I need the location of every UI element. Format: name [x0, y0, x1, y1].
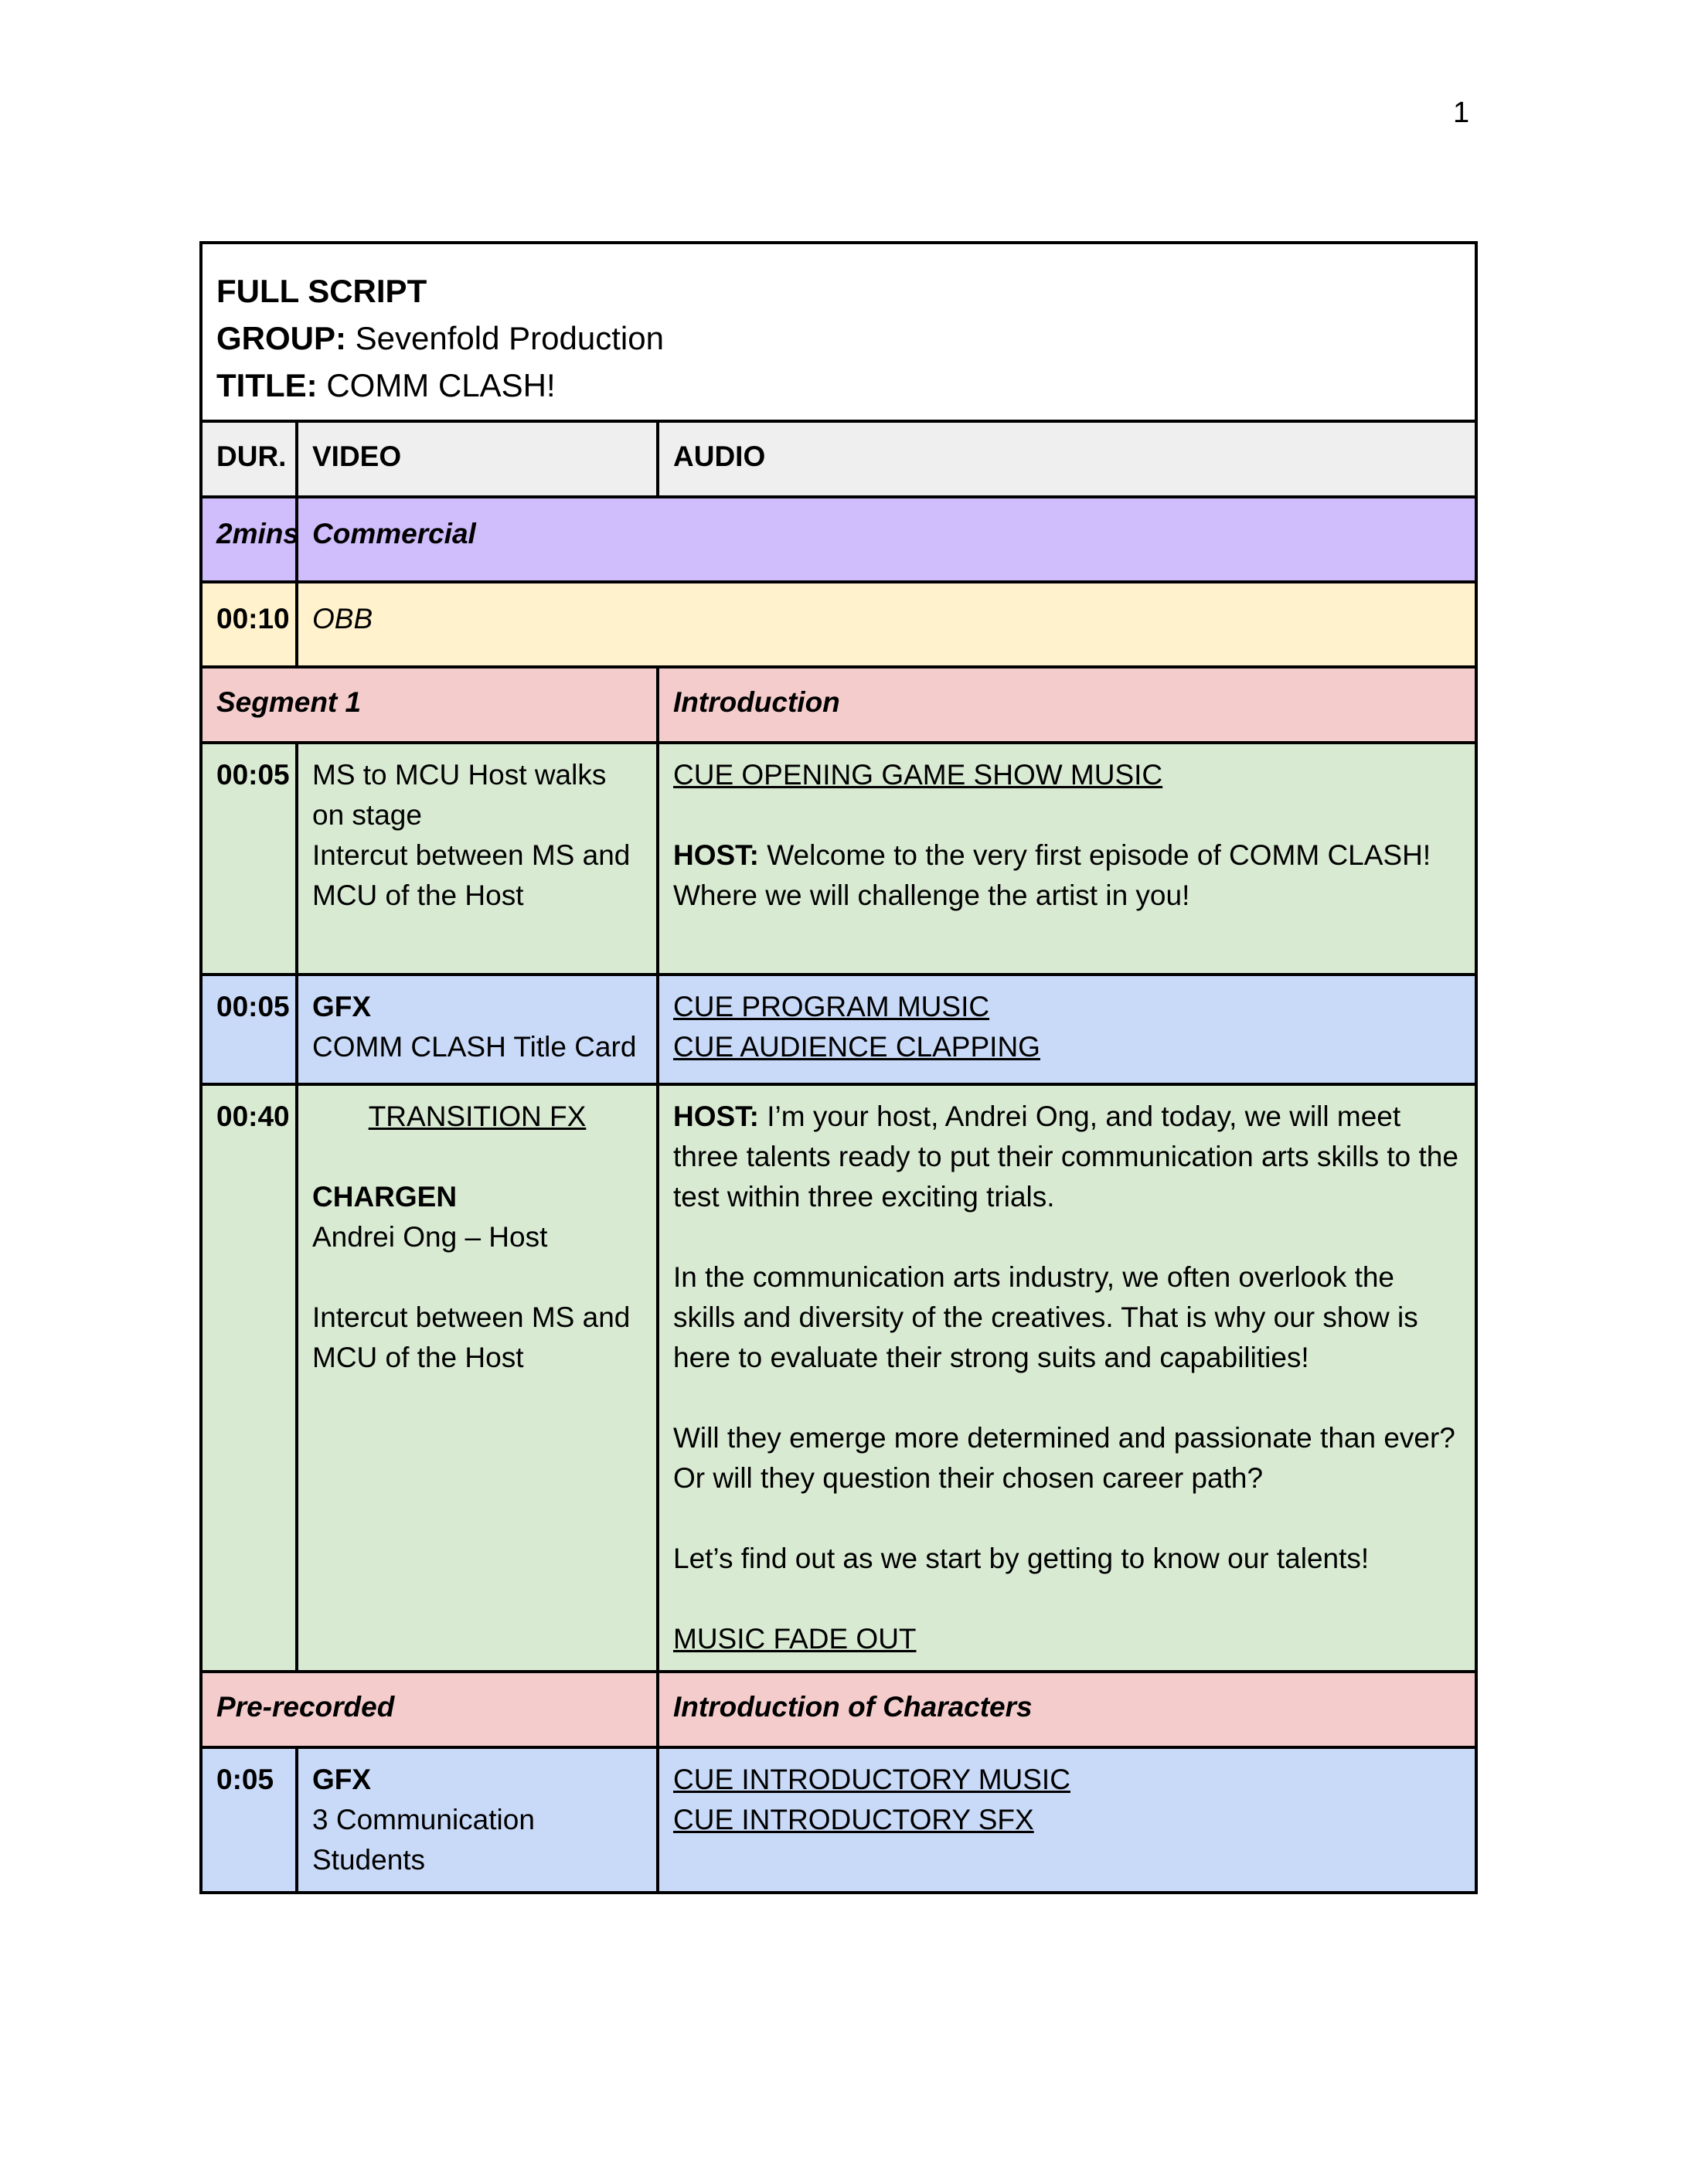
video-direction: COMM CLASH Title Card [312, 1031, 637, 1063]
commercial-label: Commercial [297, 497, 1476, 582]
title-line [216, 362, 1461, 409]
obb-row [201, 582, 1476, 667]
shot-dur: 00:05 [201, 743, 297, 975]
audio-cue: CUE PROGRAM MUSIC [673, 991, 990, 1022]
host-line [673, 835, 1461, 916]
segment-label: Pre-recorded [201, 1672, 658, 1747]
shot-row [201, 1084, 1476, 1672]
audio-cue: CUE AUDIENCE CLAPPING [673, 1031, 1040, 1063]
video-direction: 3 Communication Students [312, 1804, 535, 1876]
segment-title: Introduction of Characters [658, 1672, 1476, 1747]
script-table [199, 241, 1478, 1894]
dialogue: Will they emerge more determined and passionate than ever? Or will they question their chosen career path? [673, 1422, 1455, 1494]
video-direction: Andrei Ong – Host [312, 1221, 548, 1253]
commercial-dur: 2mins [201, 497, 297, 582]
video-direction: Intercut between MS and MCU of the Host [312, 839, 631, 911]
audio-cue: CUE OPENING GAME SHOW MUSIC [673, 759, 1163, 791]
shot-video [297, 1084, 658, 1672]
segment-row [201, 1672, 1476, 1747]
video-label: CHARGEN [312, 1181, 458, 1213]
segment-row [201, 667, 1476, 743]
obb-label: OBB [297, 582, 1476, 667]
shot-row [201, 975, 1476, 1084]
shot-audio [658, 743, 1476, 975]
dialogue: In the communication arts industry, we often overlook the skills and diversity of the creatives. That is why our show is here to evaluate their strong suits and capabilities! [673, 1261, 1418, 1373]
shot-dur: 00:40 [201, 1084, 297, 1672]
host-line [673, 1097, 1461, 1217]
commercial-row [201, 497, 1476, 582]
script-header [201, 243, 1476, 421]
doc-label: FULL SCRIPT [216, 273, 427, 309]
video-label: GFX [312, 991, 372, 1022]
title-value: COMM CLASH! [326, 367, 556, 403]
script-header-cell [201, 243, 1476, 421]
dialogue: Let’s find out as we start by getting to know our talents! [673, 1543, 1370, 1574]
audio-cue: CUE INTRODUCTORY MUSIC [673, 1764, 1070, 1795]
audio-cue: CUE INTRODUCTORY SFX [673, 1804, 1034, 1835]
page-number: 1 [1453, 97, 1470, 129]
column-header-audio: AUDIO [658, 421, 1476, 497]
shot-audio [658, 1084, 1476, 1672]
column-header-row [201, 421, 1476, 497]
video-label: GFX [312, 1764, 372, 1795]
title-label: TITLE: [216, 367, 318, 403]
shot-dur: 0:05 [201, 1747, 297, 1893]
shot-dur: 00:05 [201, 975, 297, 1084]
video-direction: Intercut between MS and MCU of the Host [312, 1301, 631, 1373]
dialogue: Welcome to the very first episode of COMM CLASH! Where we will challenge the artist in you! [673, 839, 1431, 911]
group-value: Sevenfold Production [355, 320, 664, 356]
speaker-label: HOST: [673, 839, 759, 871]
obb-dur: 00:10 [201, 582, 297, 667]
shot-audio [658, 1747, 1476, 1893]
group-label: GROUP: [216, 320, 346, 356]
shot-video [297, 975, 658, 1084]
dialogue: I’m your host, Andrei Ong, and today, we will meet three talents ready to put their communication arts skills to the test within three exciting trials. [673, 1101, 1458, 1213]
shot-audio [658, 975, 1476, 1084]
audio-cue: MUSIC FADE OUT [673, 1623, 917, 1655]
column-header-dur: DUR. [201, 421, 297, 497]
shot-row [201, 743, 1476, 975]
shot-row [201, 1747, 1476, 1893]
column-header-video: VIDEO [297, 421, 658, 497]
video-transition: TRANSITION FX [368, 1101, 587, 1132]
segment-title: Introduction [658, 667, 1476, 743]
shot-video [297, 743, 658, 975]
speaker-label: HOST: [673, 1101, 759, 1132]
video-direction: MS to MCU Host walks on stage [312, 759, 607, 831]
group-line [216, 315, 1461, 362]
shot-video [297, 1747, 658, 1893]
segment-label: Segment 1 [201, 667, 658, 743]
